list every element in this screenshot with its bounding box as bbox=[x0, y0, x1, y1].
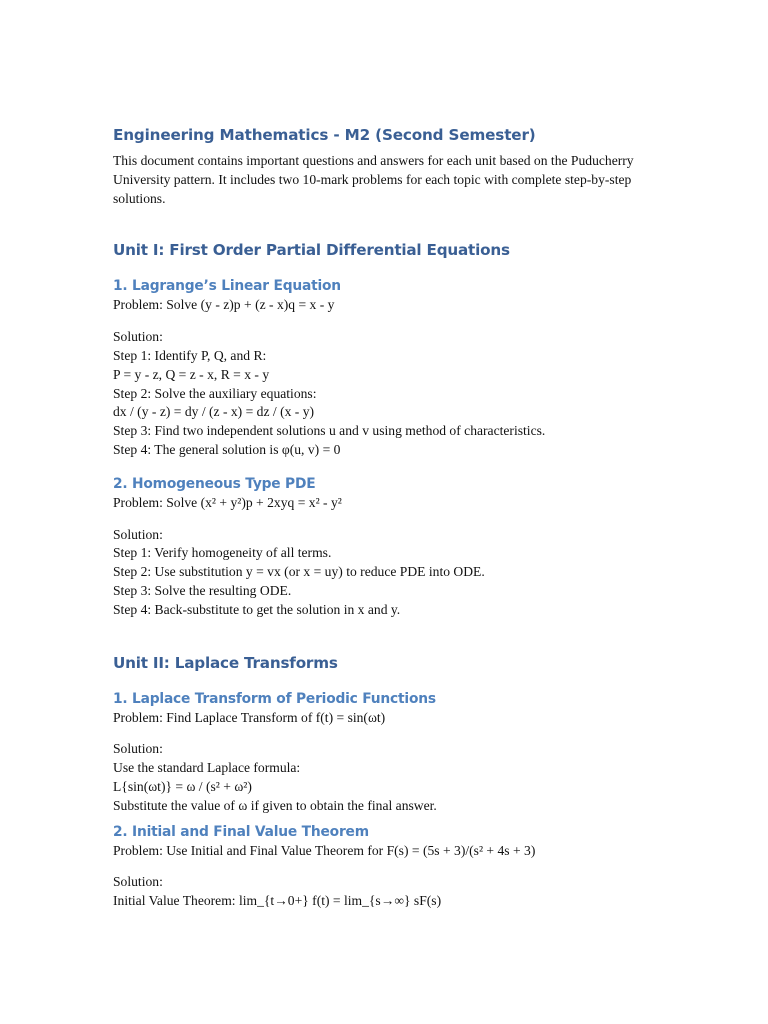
topic-block bbox=[113, 822, 653, 911]
intro-line: This document contains important questions and answers for each unit based on the Puducherry bbox=[113, 153, 634, 168]
solution-line: Solution: bbox=[113, 741, 163, 757]
solution-line: Step 2: Solve the auxiliary equations: bbox=[113, 385, 317, 401]
solution-block bbox=[113, 526, 653, 620]
topic-block bbox=[113, 276, 653, 459]
solution-line: Step 1: Verify homogeneity of all terms. bbox=[113, 545, 332, 561]
intro-line: solutions. bbox=[113, 190, 166, 206]
solution-line: Step 4: Back-substitute to get the solution in x and y. bbox=[113, 601, 401, 617]
solution-line: Substitute the value of ω if given to obtain the final answer. bbox=[113, 797, 437, 813]
solution-line: Step 3: Solve the resulting ODE. bbox=[113, 582, 292, 598]
topic-block bbox=[113, 474, 653, 620]
solution-block bbox=[113, 740, 653, 815]
solution-line: Step 4: The general solution is φ(u, v) = 0 bbox=[113, 441, 341, 457]
unit-heading: Unit I: First Order Partial Differential Equations bbox=[113, 241, 510, 260]
solution-block bbox=[113, 328, 653, 460]
unit-section-1 bbox=[113, 239, 653, 619]
problem-statement: Problem: Solve (x² + y²)p + 2xyq = x² - y² bbox=[113, 494, 342, 510]
solution-line: P = y - z, Q = z - x, R = x - y bbox=[113, 366, 270, 382]
solution-line: Step 1: Identify P, Q, and R: bbox=[113, 347, 267, 363]
topic-heading: 2. Homogeneous Type PDE bbox=[113, 475, 316, 492]
topic-block bbox=[113, 689, 653, 816]
problem-statement: Problem: Solve (y - z)p + (z - x)q = x - y bbox=[113, 297, 335, 313]
intro-line: University pattern. It includes two 10-mark problems for each topic with complete step-by-step bbox=[113, 171, 632, 187]
solution-block bbox=[113, 873, 653, 911]
unit-heading: Unit II: Laplace Transforms bbox=[113, 653, 338, 672]
solution-line: Solution: bbox=[113, 874, 163, 890]
intro-paragraph bbox=[113, 152, 653, 208]
solution-line: Step 2: Use substitution y = vx (or x = uy) to reduce PDE into ODE. bbox=[113, 564, 485, 580]
solution-line: L{sin(ωt)} = ω / (s² + ω²) bbox=[113, 778, 252, 794]
solution-line: Use the standard Laplace formula: bbox=[113, 760, 301, 776]
solution-line: Solution: bbox=[113, 526, 163, 542]
unit-section-2 bbox=[113, 652, 653, 911]
solution-line: Solution: bbox=[113, 329, 163, 345]
problem-statement: Problem: Use Initial and Final Value Theorem for F(s) = (5s + 3)/(s² + 4s + 3) bbox=[113, 842, 536, 858]
document-title: Engineering Mathematics - M2 (Second Semester) bbox=[113, 126, 536, 144]
solution-line: dx / (y - z) = dy / (z - x) = dz / (x - y) bbox=[113, 404, 315, 420]
topic-heading: 2. Initial and Final Value Theorem bbox=[113, 823, 369, 840]
topic-heading: 1. Lagrange’s Linear Equation bbox=[113, 278, 341, 295]
document-page bbox=[113, 124, 653, 911]
topic-heading: 1. Laplace Transform of Periodic Functions bbox=[113, 690, 436, 707]
solution-line: Initial Value Theorem: lim_{t→0+} f(t) = lim_{s→∞} sF(s) bbox=[113, 893, 442, 909]
problem-statement: Problem: Find Laplace Transform of f(t) = sin(ωt) bbox=[113, 709, 386, 725]
solution-line: Step 3: Find two independent solutions u and v using method of characteristics. bbox=[113, 423, 546, 439]
